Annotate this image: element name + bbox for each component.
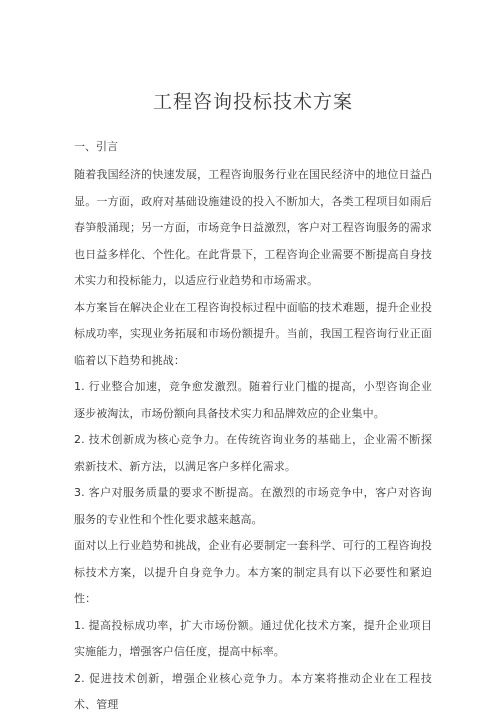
list-item: 2. 技术创新成为核心竞争力。在传统咨询业务的基础上，企业需不断探索新技术、新方法，以满足客户多样化需求。 [74, 433, 432, 473]
document-title: 工程咨询投标技术方案 [152, 91, 353, 113]
document-body [74, 162, 432, 719]
list-item: 3. 客户对服务质量的要求不断提高。在激烈的市场竞争中，客户对咨询服务的专业性和个性化要求越来越高。 [74, 486, 432, 526]
section-heading: 一、引言 [74, 140, 118, 153]
list-item: 1. 行业整合加速，竞争愈发激烈。随着行业门槛的提高，小型咨询企业逐步被淘汰，市场份额向具备技术实力和品牌效应的企业集中。 [74, 380, 432, 420]
paragraph: 随着我国经济的快速发展，工程咨询服务行业在国民经济中的地位日益凸显。一方面，政府对基础设施建设的投入不断加大，各类工程项目如雨后春笋般涌现；另一方面，市场竞争日益激烈，客户对工程咨询服务的需求也日益多样化、个性化。在此背景下，工程咨询企业需要不断提高自身技术实力和投标能力，以适应行业趋势和市场需求。 [74, 168, 432, 287]
paragraph: 本方案旨在解决企业在工程咨询投标过程中面临的技术难题，提升企业投标成功率，实现业务拓展和市场份额提升。当前，我国工程咨询行业正面临着以下趋势和挑战： [74, 300, 432, 367]
list-item: 2. 促进技术创新，增强企业核心竞争力。本方案将推动企业在工程技术、管理 [74, 671, 432, 711]
paragraph: 面对以上行业趋势和挑战，企业有必要制定一套科学、可行的工程咨询投标技术方案，以提升自身竞争力。本方案的制定具有以下必要性和紧迫性： [74, 539, 432, 605]
list-item: 1. 提高投标成功率，扩大市场份额。通过优化技术方案，提升企业项目实施能力，增强客户信任度，提高中标率。 [74, 618, 432, 658]
